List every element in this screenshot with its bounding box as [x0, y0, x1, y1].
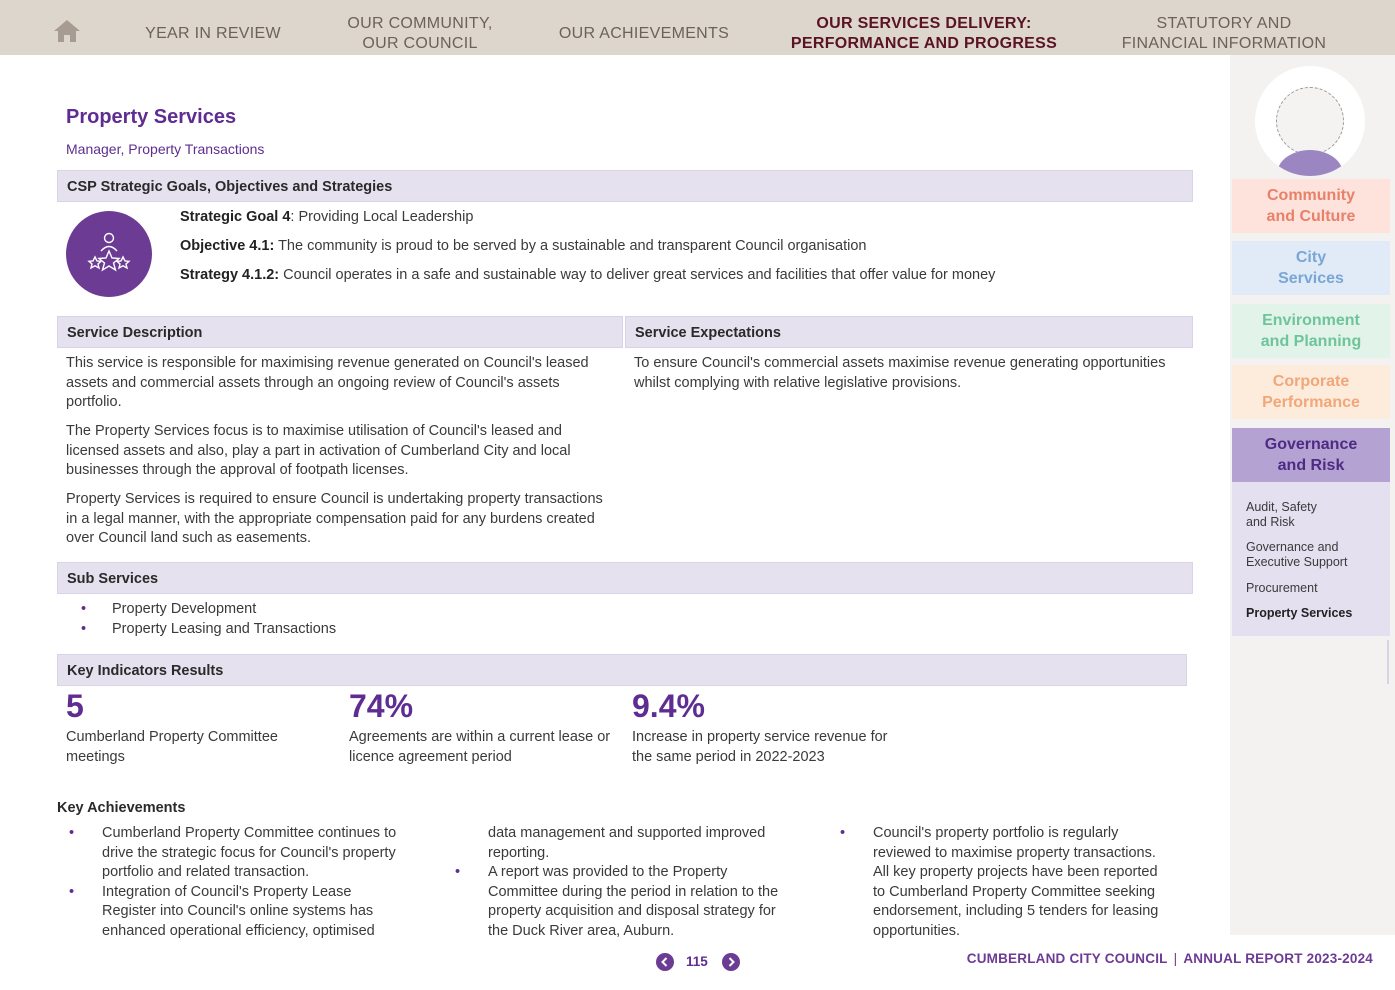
list-item-continuation: data management and supported improved reporting.	[488, 825, 766, 861]
footer-org: CUMBERLAND CITY COUNCIL	[966, 951, 1168, 966]
key-achievements-heading: Key Achievements	[57, 800, 186, 816]
service-description-para-2: The Property Services focus is to maximise utilisation of Council's leased and licensed assets and also, play a part in activation of Cumberland City and local businesses through the approval of footpath licenses.	[66, 423, 571, 478]
indicator-label-meetings: Cumberland Property Committee meetings	[66, 729, 278, 765]
next-page-button[interactable]	[722, 953, 740, 971]
indicator-label-agreements: Agreements are within a current lease or licence agreement period	[349, 729, 611, 765]
indicator-value-revenue: 9.4%	[632, 688, 705, 724]
indicator-value-agreements: 74%	[349, 688, 414, 724]
sub-services-list	[66, 600, 566, 639]
strategy-line: Strategy 4.1.2: Council operates in a safe and sustainable way to deliver great services and facilities that offer value for money	[180, 267, 996, 283]
page-title: Property Services	[66, 106, 237, 128]
top-navigation	[0, 0, 1395, 55]
key-indicators-heading: Key Indicators Results	[57, 654, 1187, 686]
nav-year-in-review[interactable]: YEAR IN REVIEW	[145, 25, 281, 42]
objective-line: Objective 4.1: The community is proud to be served by a sustainable and transparent Council organisation	[180, 238, 867, 254]
service-expectations-heading: Service Expectations	[625, 316, 1193, 348]
strategic-goal-line: Strategic Goal 4: Providing Local Leadership	[180, 209, 474, 225]
previous-page-button[interactable]	[656, 953, 674, 971]
key-achievements-col-2	[443, 824, 788, 941]
home-icon[interactable]	[52, 18, 86, 48]
list-item: • A report was provided to the Property Committee during the period in relation to the property acquisition and disposal strategy for the Duck River area, Auburn.	[455, 864, 779, 939]
nav-our-services-delivery[interactable]: OUR SERVICES DELIVERY: PERFORMANCE AND PROGRESS	[790, 15, 1058, 52]
strategic-goal-badge	[66, 211, 152, 297]
sidebar-scrollbar[interactable]	[1387, 640, 1389, 684]
key-achievements-col-3	[828, 824, 1173, 941]
section-progress-dial	[1255, 66, 1365, 176]
list-item: • Integration of Council's Property Lease Register into Council's online systems has enhanced operational efficiency, optimised	[69, 883, 375, 939]
list-item: • Property Development	[81, 601, 257, 617]
sidebar-tab-corporate-performance[interactable]: Corporate Performance	[1232, 365, 1390, 419]
indicator-label-revenue: Increase in property service revenue for the same period in 2022-2023	[632, 729, 888, 765]
page-number: 115	[686, 954, 708, 969]
sidebar-tab-city-services[interactable]: City Services	[1232, 241, 1390, 295]
service-expectations-text: To ensure Council's commercial assets maximise revenue generating opportunities whilst complying with relative legislative provisions.	[634, 355, 1166, 391]
list-item: • Council's property portfolio is regularly reviewed to maximise property transactions. All key property projects have been reported to Cumberland Property Committee seeking endorsement, including 5 tenders for leasing opportunities.	[840, 825, 1159, 939]
sub-services-heading: Sub Services	[57, 562, 1193, 594]
indicator-value-meetings: 5	[66, 688, 84, 724]
sidebar-sub-audit-safety-risk[interactable]: Audit, Safety and Risk	[1246, 500, 1317, 529]
list-item: • Cumberland Property Committee continues to drive the strategic focus for Council's property portfolio and related transaction.	[69, 825, 397, 880]
nav-our-achievements[interactable]: OUR ACHIEVEMENTS	[558, 25, 730, 42]
service-description-heading: Service Description	[57, 316, 623, 348]
service-description-para-3: Property Services is required to ensure Council is undertaking property transactions in a legal manner, with the appropriate compensation paid for any burdens created over Council land such as easements.	[66, 491, 603, 546]
sidebar-tab-community-culture[interactable]: Community and Culture	[1232, 179, 1390, 233]
footer-report-title: CUMBERLAND CITY COUNCIL | ANNUAL REPORT 2023-2024	[966, 951, 1373, 966]
list-item: • Property Leasing and Transactions	[81, 620, 337, 637]
footer-report: ANNUAL REPORT 2023-2024	[1183, 951, 1373, 966]
leadership-stars-icon	[84, 229, 134, 279]
chevron-right-icon	[722, 953, 740, 971]
sidebar-sub-property-services[interactable]: Property Services	[1246, 606, 1353, 620]
key-achievements-col-1	[57, 824, 402, 941]
nav-our-community[interactable]: OUR COMMUNITY, OUR COUNCIL	[347, 15, 493, 52]
nav-statutory-financial[interactable]: STATUTORY AND FINANCIAL INFORMATION	[1121, 15, 1327, 52]
sidebar-sub-governance-executive[interactable]: Governance and Executive Support	[1246, 540, 1348, 569]
page-subtitle: Manager, Property Transactions	[66, 141, 265, 157]
sidebar-sub-procurement[interactable]: Procurement	[1246, 581, 1318, 595]
sidebar-tab-environment-planning[interactable]: Environment and Planning	[1232, 304, 1390, 358]
chevron-left-icon	[656, 953, 674, 971]
csp-heading: CSP Strategic Goals, Objectives and Strategies	[57, 170, 1193, 202]
sidebar-tab-governance-risk[interactable]: Governance and Risk	[1232, 428, 1390, 482]
service-description-para-1: This service is responsible for maximising revenue generated on Council's leased assets and commercial assets through an ongoing review of Council's assets portfolio.	[66, 355, 589, 410]
